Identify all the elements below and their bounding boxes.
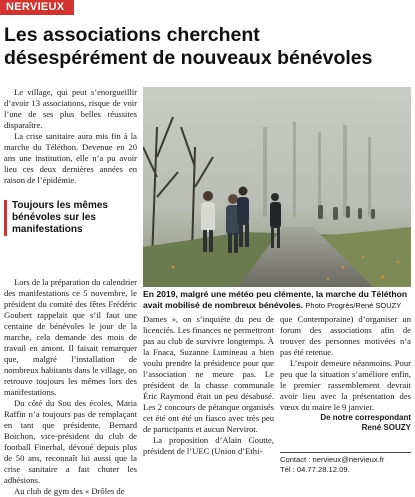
contact-box: [280, 452, 411, 475]
photo-credit: Photo Progrès/René SOUZY: [305, 300, 402, 310]
signature: [280, 413, 411, 433]
body-paragraph: Lors de la préparation du calendrier des manifestations ce 5 novembre, le président du comité des fêtes Frédéric Goubert rappelait que s’il faut une centaine de bénévoles le jour de la marche, cela demande des mois de travail en amont. Il faisait remarquer que, malgré l’installation de nombreux habitants dans le village, on retrouve toujours les mêmes lors des manifestations.: [4, 277, 137, 397]
foggy-walk-photo: [143, 87, 411, 287]
caption-text: En 2019, malgré une météo peu clémente, la marche du Téléthon avait mobilisé de nombreux bénévoles.: [143, 289, 408, 310]
body-paragraph: que Contemporaine) d’organiser un forum des associations afin de trouver des personnes motivées n’a pas été retenue.: [280, 314, 411, 357]
column-1: [4, 277, 137, 497]
article-photo: [143, 87, 411, 287]
section-rubric: NERVIEUX: [0, 0, 74, 15]
intro-column: [4, 87, 137, 186]
column-2: [143, 314, 274, 457]
body-paragraph: Du côté du Sou des écoles, Maria Raffin n’a toujours pas de remplaçant en tant que présidente. Bernard Boichon, vice-président du club de football Finerbal, dévoué depuis plus de 50 ans, reconnaît lui aussi que la crise sanitaire a fait chuter les adhésions.: [4, 398, 137, 485]
signature-author: René SOUZY: [361, 423, 411, 432]
intertitle: Toujours les mêmes bénévoles sur les manifestations: [4, 200, 137, 236]
contact-phone: Tél : 04.77.28.12.09.: [280, 465, 350, 474]
contact-email[interactable]: Contact : nervieux@nervieux.fr: [280, 455, 385, 464]
headline: [4, 24, 410, 70]
body-paragraph: La proposition d’Alain Goutte, président de l’UEC (Union d’Ethi-: [143, 435, 274, 456]
headline-line-1: Les associations cherchent: [4, 24, 260, 46]
headline-line-2: désespérément de nouveaux bénévoles: [4, 47, 373, 69]
body-paragraph: Dames », on s’inquiète du peu de licenciés. Les finances ne permettront pas au club de survivre longtemps. À la Fnaca, Suzanne Lumineau a bien voulu prendre la présidence pour que l’association ne meure pas. Le président de la chasse communale Éric Raymond était un peu désabusé. Les 2 concours de pétanque organisés cet été ont été un fiasco avec très peu de participants et aucun Nervirot.: [143, 314, 274, 434]
column-3: [280, 314, 411, 433]
body-paragraph: Au club de gym des « Drôles de: [14, 486, 125, 496]
intro-paragraph: Le village, qui peut s’enorgueillir d’avoir 13 associations, risque de voir l’une de ses plus belles réussites disparaître.: [4, 87, 137, 130]
photo-caption: [143, 289, 411, 311]
signature-role: De notre correspondant: [320, 413, 411, 422]
intro-paragraph: La crise sanitaire aura mis fin à la marche du Téléthon. Devenue en 20 ans une institution, elle n’a pu avoir lieu ces deux dernières années en raison de l’épidémie.: [4, 131, 137, 185]
body-paragraph: L’espoir demeure néanmoins. Pour peu que la situation s’améliore enfin, le premier rassemblement devrait avoir lieu avec la présentation des vœux du maire le 9 janvier.: [280, 358, 411, 412]
